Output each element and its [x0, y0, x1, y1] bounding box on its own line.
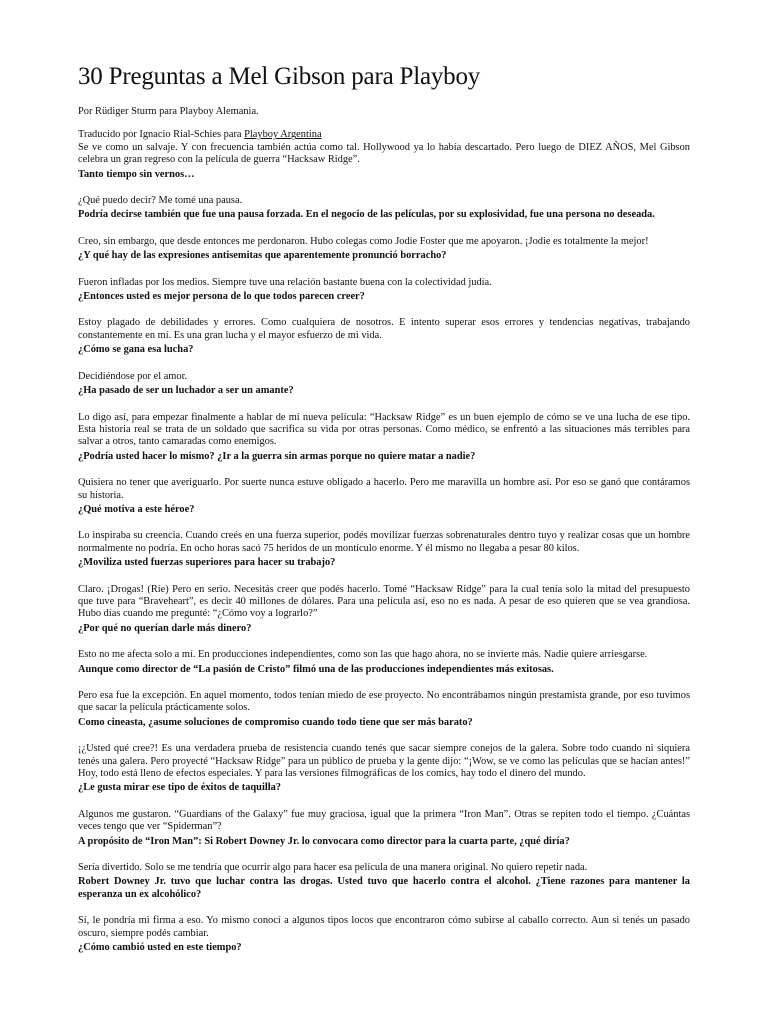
answer: Decidiéndose por el amor.: [78, 370, 188, 382]
question: ¿Y qué hay de las expresiones antisemitas que aparentemente pronunció borracho?: [78, 250, 447, 262]
question: Aunque como director de “La pasión de Cristo” filmó una de las producciones independientes más exitosas.: [78, 663, 554, 675]
question: Podría decirse también que fue una pausa forzada. En el negocio de las películas, por su explosividad, fue una persona no deseada.: [78, 209, 655, 221]
question: ¿Moviliza usted fuerzas superiores para hacer su trabajo?: [78, 557, 336, 569]
answer: Claro. ¡Drogas! (Ríe) Pero en serio. Necesitás creer que podés hacerlo. Tomé “Hacksaw Ridge” para la cual tenía solo la mitad del presupuesto que tuve para “Braveheart”, es decir 40 millones de dólares. Para una película así, eso no es nada. A pesar de eso quieren que se vea grandiosa. Hubo días cuando me pregunté: “¿Cómo voy a lograrlo?”: [78, 583, 690, 620]
answer: Estoy plagado de debilidades y errores. Como cualquiera de nosotros. E intento superar esos errores y tendencias negativas, trabajando constantemente en mí. Es una gran lucha y el mayor esfuerzo de mi vida.: [78, 317, 690, 341]
intro-paragraph: Se ve como un salvaje. Y con frecuencia también actúa como tal. Hollywood ya lo había descartado. Pero luego de DIEZ AÑOS, Mel Gibson celebra un gran regreso con la película de guerra “Hacksaw Ridge”.: [78, 141, 690, 166]
answer: Creo, sin embargo, que desde entonces me perdonaron. Hubo colegas como Jodie Foster que me apoyaron. ¡Jodie es totalmente la mejor!: [78, 235, 649, 247]
playboy-argentina-link[interactable]: Playboy Argentina: [244, 129, 322, 141]
answer: Esto no me afecta solo a mí. En producciones independientes, como son las que hago ahora, no se invierte más. Nadie quiere arriesgarse.: [78, 649, 648, 661]
question: ¿Podría usted hacer lo mismo? ¿Ir a la guerra sin armas porque no quiere matar a nadie?: [78, 450, 476, 462]
answer: Lo digo así, para empezar finalmente a hablar de mi nueva película: “Hacksaw Ridge” es un buen ejemplo de cómo se ve una lucha de ese tipo. Esta historia real se trata de un soldado que sacrifica su vida por otras personas. Como médico, se enfrentó a las situaciones más terribles para salvar a otros, tanto camaradas como enemigos.: [78, 411, 690, 448]
answer: Algunos me gustaron. “Guardians of the Galaxy” fue muy graciosa, igual que la primera “Iron Man”. Otras se repiten todo el tiempo. ¿Cuántas veces tengo que ver “Spiderman”?: [78, 808, 690, 833]
answer: ¿Qué puedo decir? Me tomé una pausa.: [78, 195, 243, 207]
question: ¿Cómo se gana esa lucha?: [78, 344, 194, 356]
question: ¿Ha pasado de ser un luchador a ser un amante?: [78, 385, 294, 397]
answer: Sí, le pondría mi firma a eso. Yo mismo conocí a algunos tipos locos que encontraron cómo subirse al caballo correcto. Aun si tenés un pasado oscuro, siempre podés cambiar.: [78, 915, 690, 939]
byline: Por Rüdiger Sturm para Playboy Alemania.: [78, 106, 259, 117]
answer: Sería divertido. Solo se me tendría que ocurrir algo para hacer esa película de una manera original. No quiero repetir nada.: [78, 862, 588, 874]
question: ¿Cómo cambió usted en este tiempo?: [78, 942, 242, 954]
page-title: 30 Preguntas a Mel Gibson para Playboy: [78, 63, 481, 90]
answer: ¡¿Usted qué cree?! Es una verdadera prueba de resistencia cuando tenés que sacar siempre conejos de la galera. Sobre todo cuando ni siquiera tenés una galera. Pero proyecté “Hacksaw Ridge” para un público de prueba y la gente dijo: “¡Wow, se ve como las películas que se hacían antes!” Hoy, todo está lleno de efectos especiales. Y para las versiones filmográficas de los comics, hay todo el dinero del mundo.: [78, 743, 690, 780]
translator-prefix: Traducido por Ignacio Rial-Schies para: [78, 129, 245, 141]
question: ¿Qué motiva a este héroe?: [78, 503, 195, 515]
question: Tanto tiempo sin vernos…: [78, 168, 195, 180]
question: Robert Downey Jr. tuvo que luchar contra las drogas. Usted tuvo que hacerlo contra el alcohol. ¿Tiene razones para mantener la esperanza un ex alcohólico?: [78, 876, 690, 900]
question: ¿Entonces usted es mejor persona de lo que todos parecen creer?: [78, 291, 365, 303]
translator-line: [78, 129, 690, 141]
question: ¿Por qué no querían darle más dinero?: [78, 622, 252, 634]
answer: Lo inspiraba su creencia. Cuando creés en una fuerza superior, podés movilizar fuerzas sobrenaturales dentro tuyo y realizar cosas que un hombre normalmente no podría. En ocho horas sacó 75 heridos de un montículo enorme. Y él mismo no llegaba a pesar 80 kilos.: [78, 530, 690, 554]
question: A propósito de “Iron Man”: Si Robert Downey Jr. lo convocara como director para la cuarta parte, ¿qué diría?: [78, 835, 570, 847]
question: Como cineasta, ¿asume soluciones de compromiso cuando todo tiene que ser más barato?: [78, 716, 473, 728]
answer: Quisiera no tener que averiguarlo. Por suerte nunca estuve obligado a hacerlo. Pero me maravilla un hombre así. Por eso se ganó que contáramos su historia.: [78, 477, 690, 501]
interview-body: [78, 169, 690, 955]
answer: Pero esa fue la excepción. En aquel momento, todos tenían miedo de ese proyecto. No encontrábamos ningún prestamista grande, por eso tuvimos que sacar la película prácticamente solos.: [78, 690, 690, 714]
answer: Fueron infladas por los medios. Siempre tuve una relación bastante buena con la colectividad judía.: [78, 276, 492, 288]
question: ¿Le gusta mirar ese tipo de éxitos de taquilla?: [78, 782, 281, 794]
